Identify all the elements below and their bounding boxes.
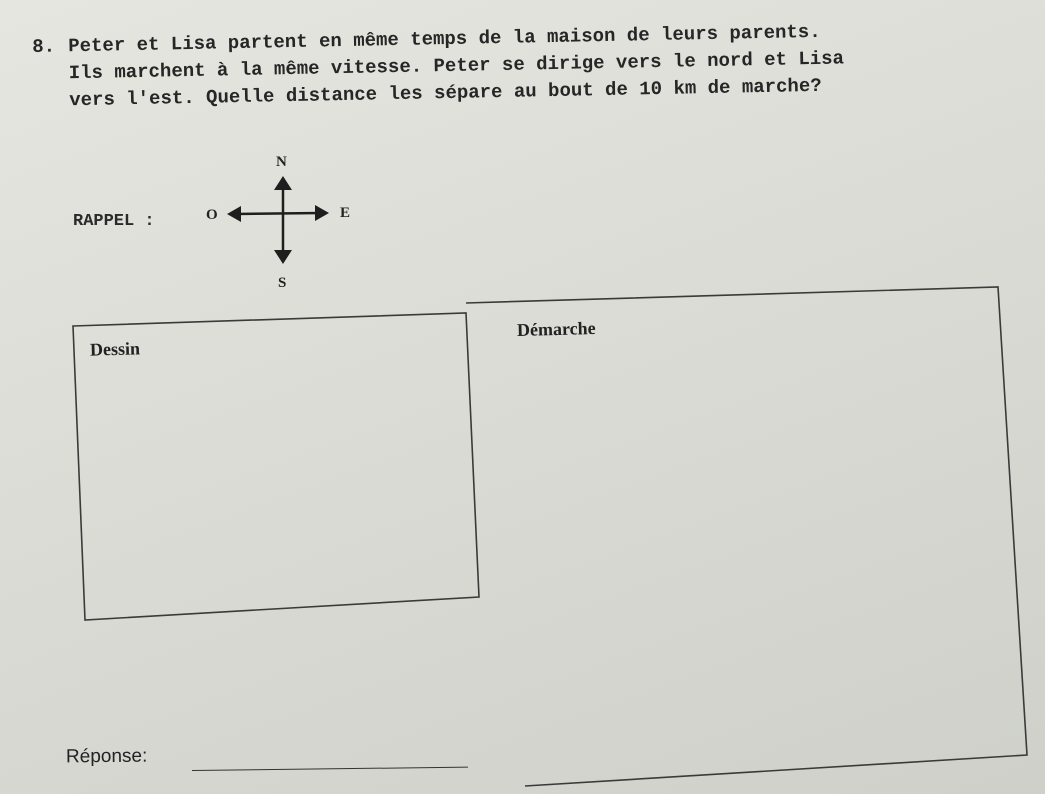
demarche-box[interactable]: [466, 287, 1027, 786]
compass-west-label: O: [206, 207, 218, 223]
rappel-label: RAPPEL :: [73, 212, 155, 231]
compass-east-label: E: [340, 205, 351, 221]
reponse-label: Réponse:: [65, 745, 148, 768]
demarche-label: Démarche: [516, 317, 596, 341]
question-line-3: vers l'est. Quelle distance les sépare au bout de 10 km de marche?: [69, 74, 822, 112]
dessin-label: Dessin: [89, 338, 141, 360]
question-line-1: 8. Peter et Lisa partent en même temps de la maison de leurs parents.: [32, 15, 1022, 61]
reponse-answer-line[interactable]: [192, 745, 468, 771]
compass-south-label: S: [278, 275, 287, 291]
compass-north-label: N: [276, 154, 287, 170]
question-line-2: Ils marchent à la même vitesse. Peter se dirige vers le nord et Lisa: [68, 47, 845, 85]
question-number: 8.: [32, 35, 56, 58]
